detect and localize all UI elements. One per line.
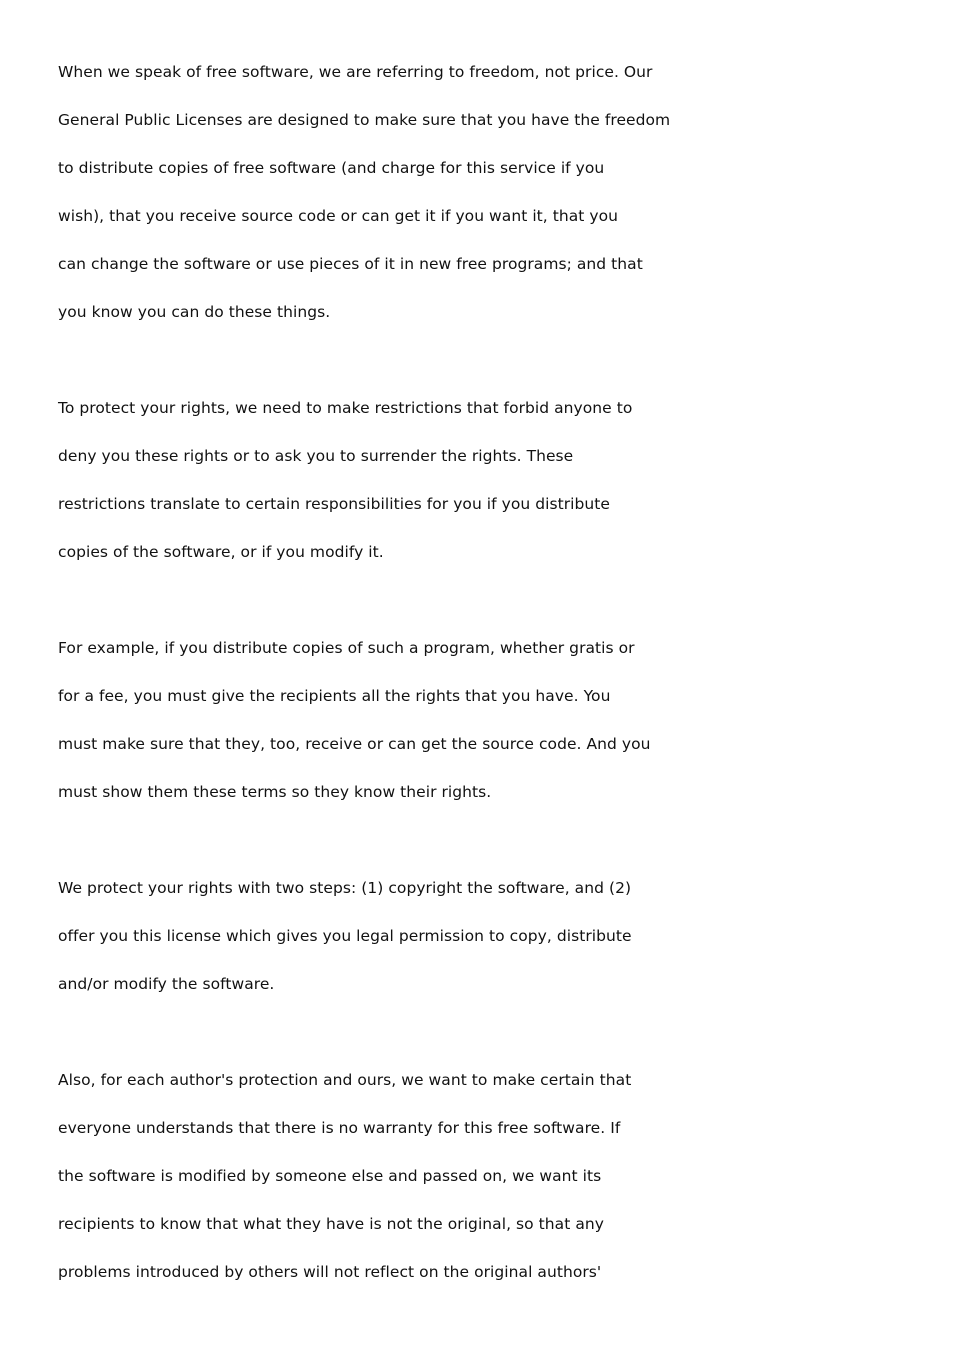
document-page — [58, 60, 918, 1356]
text-line: offer you this license which gives you legal permission to copy, distribute — [58, 927, 632, 945]
text-line: When we speak of free software, we are referring to freedom, not price. Our — [58, 63, 653, 81]
text-line: must make sure that they, too, receive or can get the source code. And you — [58, 735, 651, 753]
text-line: can change the software or use pieces of it in new free programs; and that — [58, 255, 643, 273]
text-line: for a fee, you must give the recipients all the rights that you have. You — [58, 687, 611, 705]
text-line: and/or modify the software. — [58, 975, 275, 993]
text-line: the software is modified by someone else and passed on, we want its — [58, 1167, 602, 1185]
text-line: wish), that you receive source code or can get it if you want it, that you — [58, 207, 619, 225]
paragraph-protect-rights — [58, 396, 918, 588]
paragraph-warranty — [58, 1068, 918, 1308]
text-line: recipients to know that what they have is not the original, so that any — [58, 1215, 604, 1233]
text-line: restrictions translate to certain responsibilities for you if you distribute — [58, 495, 611, 513]
text-line: deny you these rights or to ask you to surrender the rights. These — [58, 447, 574, 465]
text-line: everyone understands that there is no warranty for this free software. If — [58, 1119, 621, 1137]
text-line: must show them these terms so they know their rights. — [58, 783, 492, 801]
text-line: Also, for each author's protection and ours, we want to make certain that — [58, 1071, 632, 1089]
text-line: problems introduced by others will not reflect on the original authors' — [58, 1263, 602, 1281]
text-line: For example, if you distribute copies of such a program, whether gratis or — [58, 639, 635, 657]
paragraph-two-steps — [58, 876, 918, 1020]
text-line: General Public Licenses are designed to make sure that you have the freedom — [58, 111, 671, 129]
text-line: to distribute copies of free software (and charge for this service if you — [58, 159, 605, 177]
text-line: you know you can do these things. — [58, 303, 331, 321]
paragraph-example — [58, 636, 918, 828]
text-line: We protect your rights with two steps: (1) copyright the software, and (2) — [58, 879, 632, 897]
text-line: copies of the software, or if you modify it. — [58, 543, 384, 561]
paragraph-freedom — [58, 60, 918, 348]
text-line: To protect your rights, we need to make restrictions that forbid anyone to — [58, 399, 633, 417]
